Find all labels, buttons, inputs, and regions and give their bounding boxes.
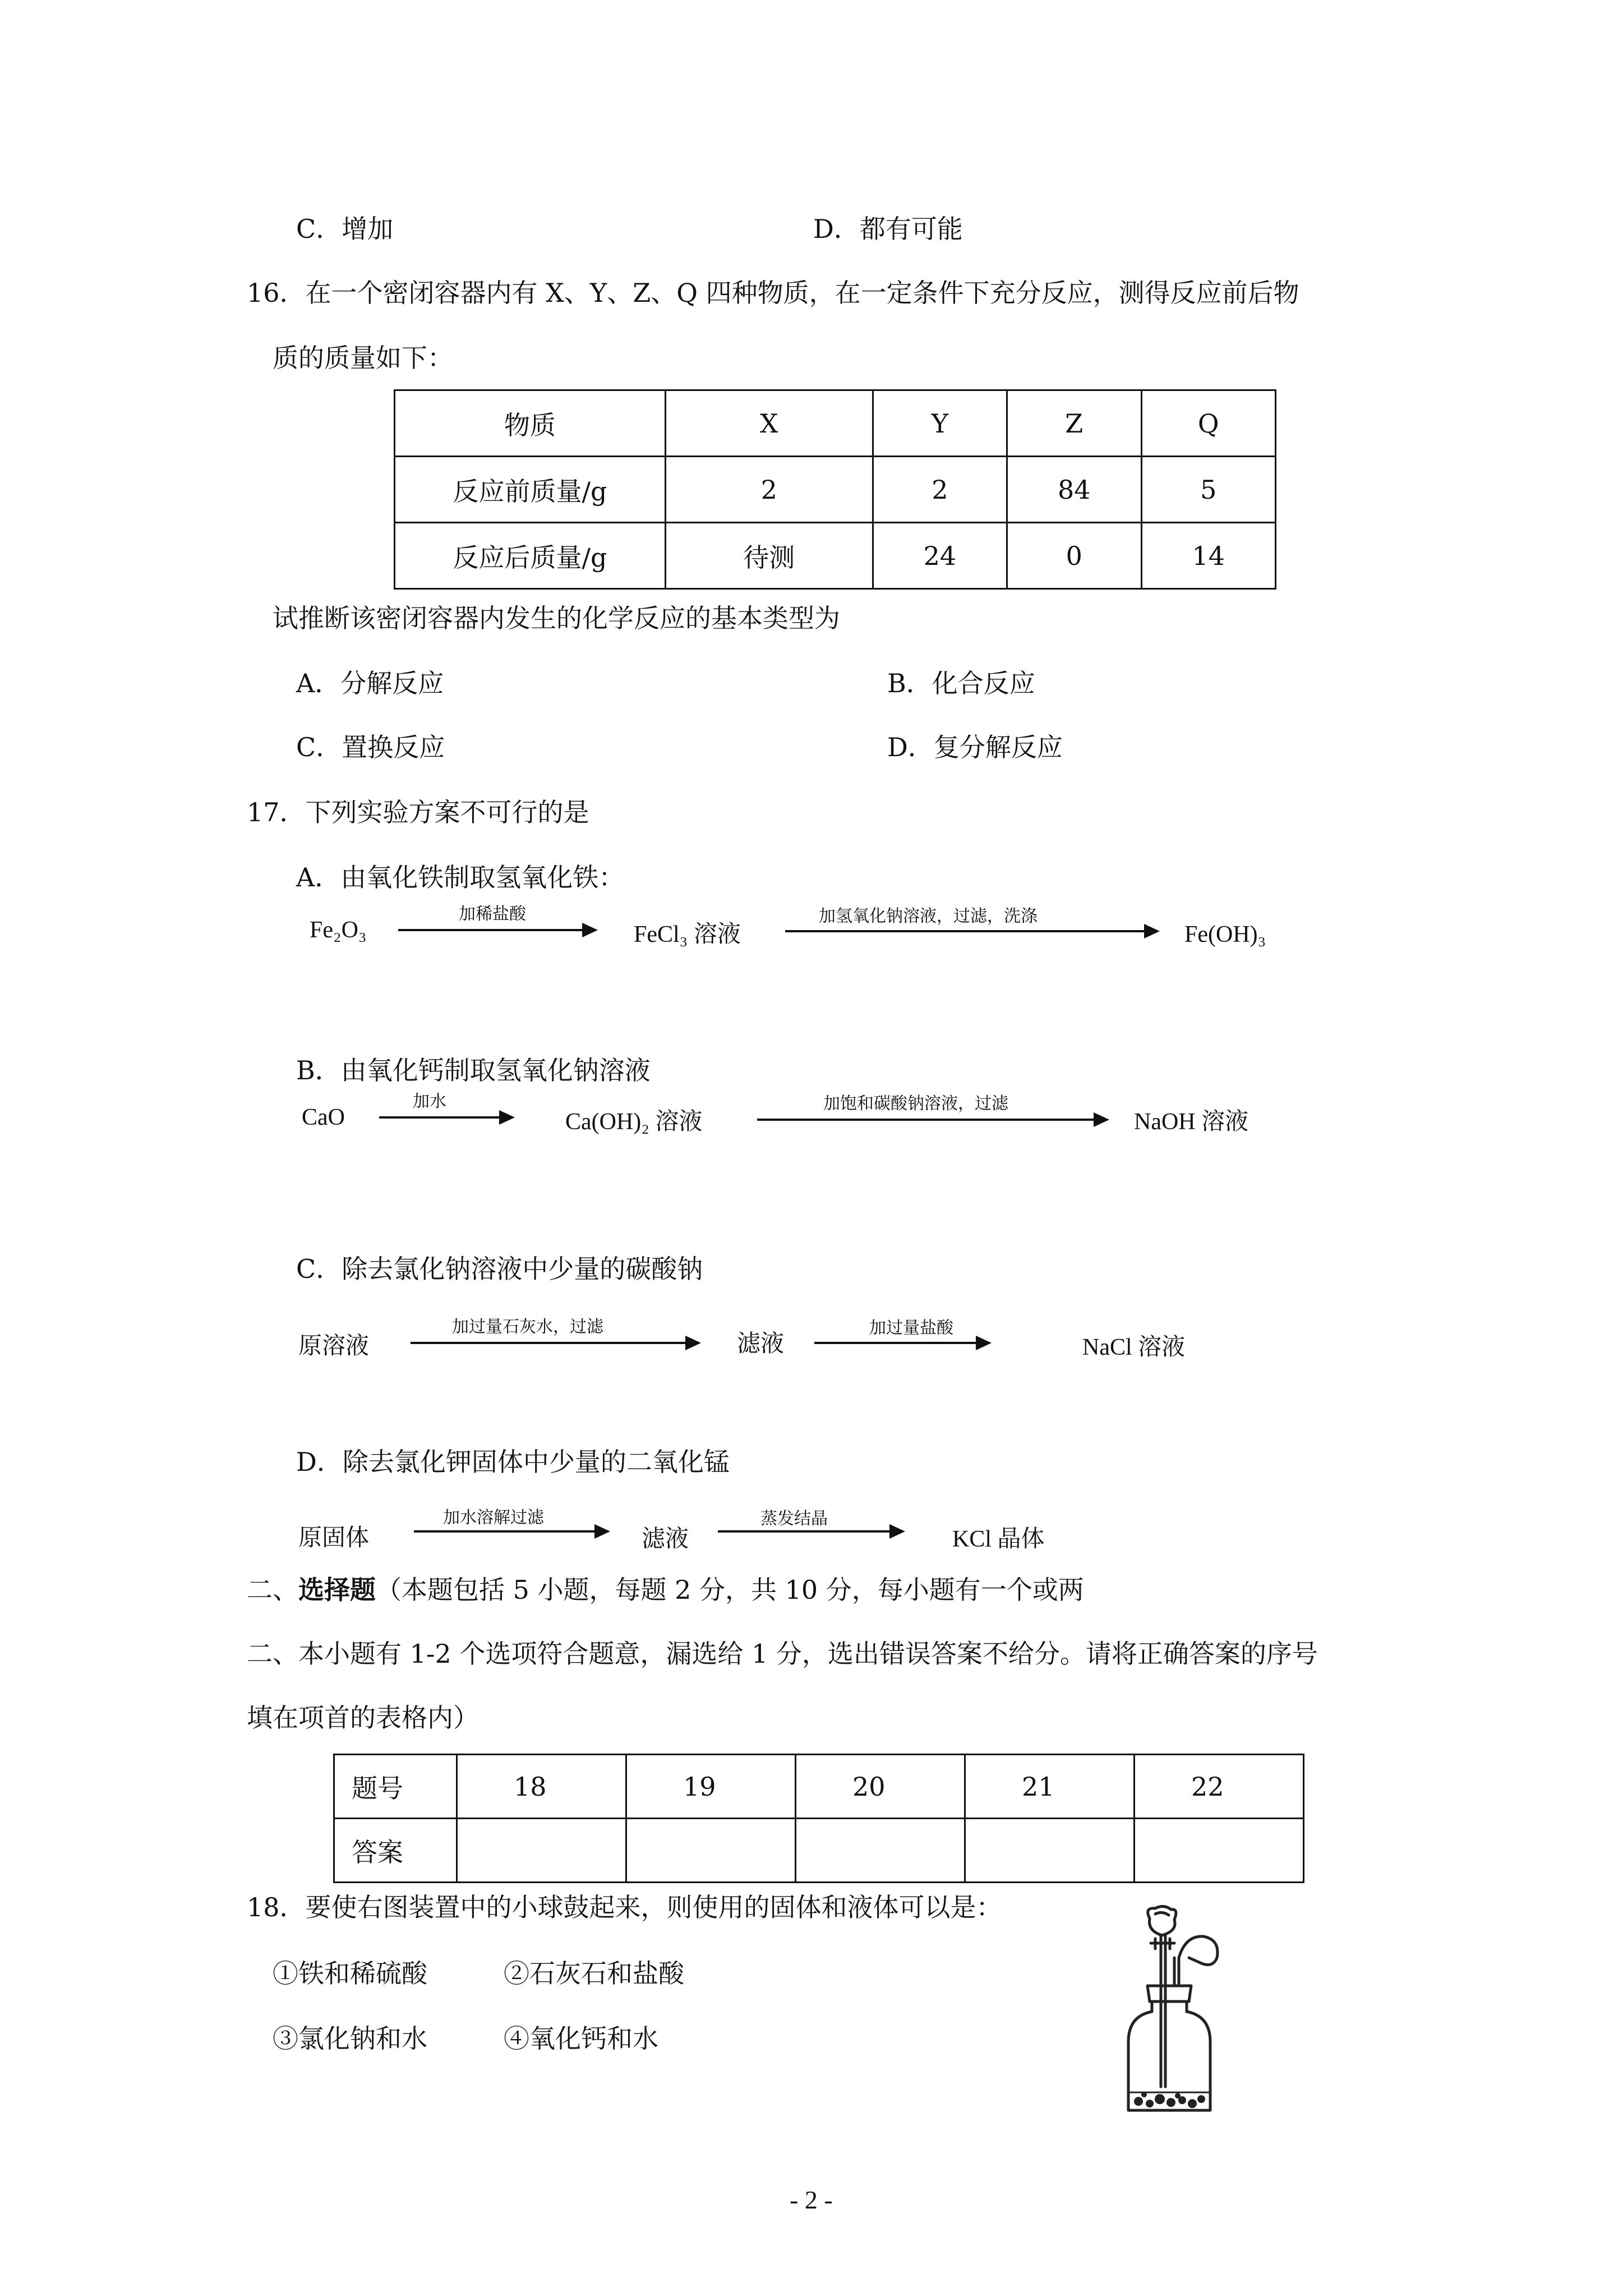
q16-question: 试推断该密闭容器内发生的化学反应的基本类型为 [273,603,840,633]
q17-d-condition-1: 加水溶解过滤 [443,1508,544,1527]
q17-option-c-title: C．除去氯化钠溶液中少量的碳酸钠 [296,1254,703,1284]
answer-cell-18[interactable] [457,1819,626,1883]
q17-a-reactant: Fe₂O₃ [310,917,367,943]
answer-cell-20[interactable] [796,1819,965,1883]
q18-option-1: ①铁和稀硫酸 [273,1958,427,1989]
q16-stem-line1: 16．在一个密闭容器内有 X、Y、Z、Q 四种物质，在一定条件下充分反应，测得反应前后物 [247,278,1299,308]
table-cell: 题号 [334,1755,457,1819]
q17-d-start: 原固体 [298,1525,370,1551]
q17-option-d-title: D．除去氯化钾固体中少量的二氧化锰 [296,1447,730,1477]
table-cell: Q [1141,390,1275,457]
reaction-arrow [379,1116,513,1119]
table-cell: 2 [873,457,1007,523]
q16-option-b: B．化合反应 [887,668,1035,698]
table-cell: 24 [873,523,1007,589]
q17-d-product: KCl 晶体 [952,1526,1045,1552]
table-cell: 19 [626,1755,796,1819]
table-cell: Z [1007,390,1141,457]
q18-option-2: ②石灰石和盐酸 [504,1958,684,1989]
q17-b-product: NaOH 溶液 [1134,1109,1249,1135]
section2-heading [247,1573,1084,1607]
q17-c-start: 原溶液 [298,1333,370,1359]
q16-option-c: C．置换反应 [296,732,445,762]
page-number: - 2 - [790,2185,833,2214]
table-cell: 22 [1135,1755,1304,1819]
q17-c-intermediate: 滤液 [737,1331,785,1357]
balloon-apparatus-figure [1116,1902,1273,2120]
reaction-arrow [718,1530,903,1533]
table-cell: 待测 [666,523,873,589]
table-cell: 21 [965,1755,1135,1819]
table-cell: 5 [1141,457,1275,523]
q17-b-intermediate: Ca(OH)₂ 溶液 [565,1109,703,1135]
answer-table [333,1754,1304,1883]
q18-stem: 18．要使右图装置中的小球鼓起来，则使用的固体和液体可以是： [247,1892,1002,1922]
table-cell: 反应后质量/g [395,523,666,589]
q16-mass-table [394,389,1276,590]
q17-c-condition-1: 加过量石灰水，过滤 [452,1317,603,1337]
q17-d-condition-2: 蒸发结晶 [760,1509,828,1529]
section2-line3: 填在项首的表格内） [247,1703,479,1733]
table-row [395,457,1276,523]
table-cell: 14 [1141,523,1275,589]
table-cell: X [666,390,873,457]
table-header-row [395,390,1276,457]
table-cell: 反应前质量/g [395,457,666,523]
q17-b-condition-1: 加水 [413,1092,446,1111]
q15-option-d: D．都有可能 [813,214,963,244]
answer-cell-21[interactable] [965,1819,1135,1883]
answer-cell-19[interactable] [626,1819,796,1883]
table-row [395,523,1276,589]
q17-d-intermediate: 滤液 [642,1526,689,1552]
q16-option-d: D．复分解反应 [887,732,1063,762]
q17-a-condition-1: 加稀盐酸 [459,904,526,924]
answer-cell-22[interactable] [1135,1819,1304,1883]
section2-heading-bold: 选择题 [298,1575,376,1605]
q16-stem-line2: 质的质量如下： [273,343,453,373]
q17-option-a-title: A．由氧化铁制取氢氧化铁： [296,862,625,892]
reaction-arrow [398,929,596,931]
q15-option-c: C．增加 [296,214,394,244]
solid-granules [1134,2092,1205,2108]
q17-option-b-title: B．由氧化钙制取氢氧化钠溶液 [296,1055,651,1085]
table-cell: 84 [1007,457,1141,523]
q17-b-reactant: CaO [302,1105,345,1130]
table-cell: 物质 [395,390,666,457]
reaction-arrow [414,1530,608,1533]
q16-option-a: A．分解反应 [296,668,444,698]
q17-b-condition-2: 加饱和碳酸钠溶液，过滤 [823,1094,1008,1114]
q17-a-intermediate: FeCl₃ 溶液 [634,922,741,947]
q17-a-product: Fe(OH)₃ [1184,922,1266,947]
table-row [334,1819,1304,1883]
q17-a-condition-2: 加氢氧化钠溶液，过滤，洗涤 [819,907,1038,926]
table-cell: 0 [1007,523,1141,589]
q17-c-condition-2: 加过量盐酸 [869,1318,953,1338]
section2-line2: 二、本小题有 1-2 个选项符合题意，漏选给 1 分，选出错误答案不给分。请将正确答案的序号 [247,1639,1318,1669]
section2-heading-rest: （本题包括 5 小题，每题 2 分，共 10 分，每小题有一个或两 [376,1575,1084,1605]
reaction-arrow [411,1342,699,1344]
reaction-arrow [814,1342,989,1344]
q18-option-4: ④氧化钙和水 [504,2023,658,2054]
q18-option-3: ③氯化钠和水 [273,2023,427,2054]
q17-c-product: NaCl 溶液 [1082,1335,1186,1360]
table-cell: 答案 [334,1819,457,1883]
q17-stem: 17．下列实验方案不可行的是 [247,797,589,827]
reaction-arrow [757,1119,1107,1121]
table-cell: Y [873,390,1007,457]
table-cell: 2 [666,457,873,523]
section2-heading-prefix: 二、 [247,1575,298,1605]
table-header-row [334,1755,1304,1819]
reaction-arrow [785,930,1158,932]
table-cell: 20 [796,1755,965,1819]
table-cell: 18 [457,1755,626,1819]
